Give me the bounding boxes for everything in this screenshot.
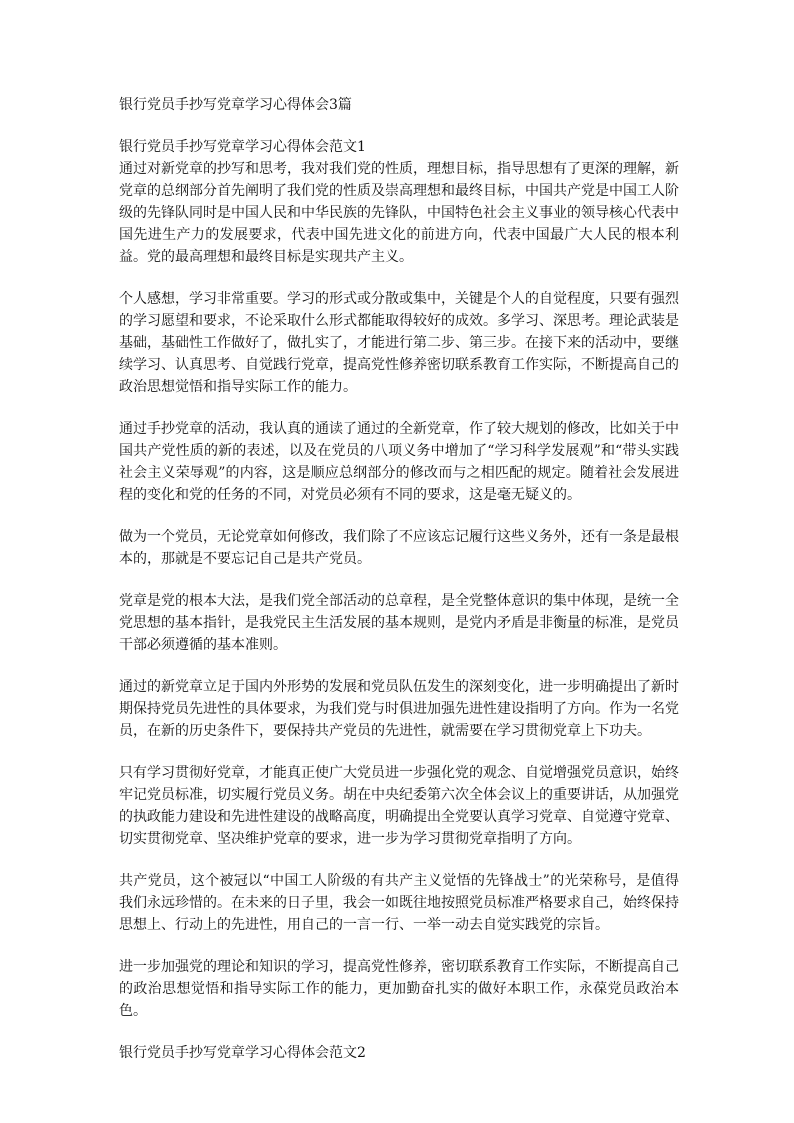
paragraph-5: 党章是党的根本大法，是我们党全部活动的总章程，是全党整体意识的集中体现，是统一全党思想的基本指针，是我党民主生活发展的基本规则，是党内矛盾是非衡量的标准，是党员干部必须遵循的基本准则。 bbox=[119, 593, 679, 653]
section-heading-1: 银行党员手抄写党章学习心得体会范文1 bbox=[119, 139, 366, 155]
document-title: 银行党员手抄写党章学习心得体会3篇 bbox=[119, 97, 352, 113]
document-page bbox=[119, 94, 679, 1064]
paragraph-9: 进一步加强党的理论和知识的学习，提高党性修养，密切联系教育工作实际，不断提高自己的政治思想觉悟和指导实际工作的能力，更加勤奋扎实的做好本职工作，永葆党员政治本色。 bbox=[119, 959, 679, 1019]
paragraph-7: 只有学习贯彻好党章，才能真正使广大党员进一步强化党的观念、自觉增强党员意识，始终牢记党员标准，切实履行党员义务。胡在中央纪委第六次全体会议上的重要讲话，从加强党的执政能力建设和先进性建设的战略高度，明确提出全党要认真学习党章、自觉遵守党章、切实贯彻党章、坚决维护党章的要求，进一步为学习贯彻党章指明了方向。 bbox=[119, 765, 679, 847]
paragraph-4: 做为一个党员，无论党章如何修改，我们除了不应该忘记履行这些义务外，还有一条是最根本的，那就是不要忘记自己是共产党员。 bbox=[119, 529, 679, 567]
paragraph-6: 通过的新党章立足于国内外形势的发展和党员队伍发生的深刻变化，进一步明确提出了新时期保持党员先进性的具体要求，为我们党与时俱进加强先进性建设指明了方向。作为一名党员，在新的历史条件下，要保持共产党员的先进性，就需要在学习贯彻党章上下功夫。 bbox=[119, 679, 679, 739]
paragraph-2: 个人感想，学习非常重要。学习的形式或分散或集中，关键是个人的自觉程度，只要有强烈的学习愿望和要求，不论采取什么形式都能取得较好的成效。多学习、深思考。理论武装是基础，基础性工作做好了，做扎实了，才能进行第二步、第三步。在接下来的活动中，要继续学习、认真思考、自觉践行党章，提高党性修养密切联系教育工作实际，不断提高自己的政治思想觉悟和指导实际工作的能力。 bbox=[119, 291, 679, 395]
section-heading-2: 银行党员手抄写党章学习心得体会范文2 bbox=[119, 1045, 366, 1061]
paragraph-1: 通过对新党章的抄写和思考，我对我们党的性质，理想目标，指导思想有了更深的理解，新党章的总纲部分首先阐明了我们党的性质及崇高理想和最终目标，中国共产党是中国工人阶级的先锋队同时是中国人民和中华民族的先锋队，中国特色社会主义事业的领导核心代表中国先进生产力的发展要求，代表中国先进文化的前进方向，代表中国最广大人民的根本利益。党的最高理想和最终目标是实现共产主义。 bbox=[119, 161, 679, 265]
paragraph-8: 共产党员，这个被冠以“中国工人阶级的有共产主义觉悟的先锋战士”的光荣称号，是值得我们永远珍惜的。在未来的日子里，我会一如既往地按照党员标准严格要求自己，始终保持思想上、行动上的先进性，用自己的一言一行、一举一动去自觉实践党的宗旨。 bbox=[119, 873, 679, 933]
paragraph-3: 通过手抄党章的活动，我认真的通读了通过的全新党章，作了较大规划的修改，比如关于中国共产党性质的新的表述，以及在党员的八项义务中增加了“学习科学发展观”和“带头实践社会主义荣辱观”的内容，这是顺应总纲部分的修改而与之相匹配的规定。随着社会发展进程的变化和党的任务的不同，对党员必须有不同的要求，这是毫无疑义的。 bbox=[119, 421, 679, 503]
